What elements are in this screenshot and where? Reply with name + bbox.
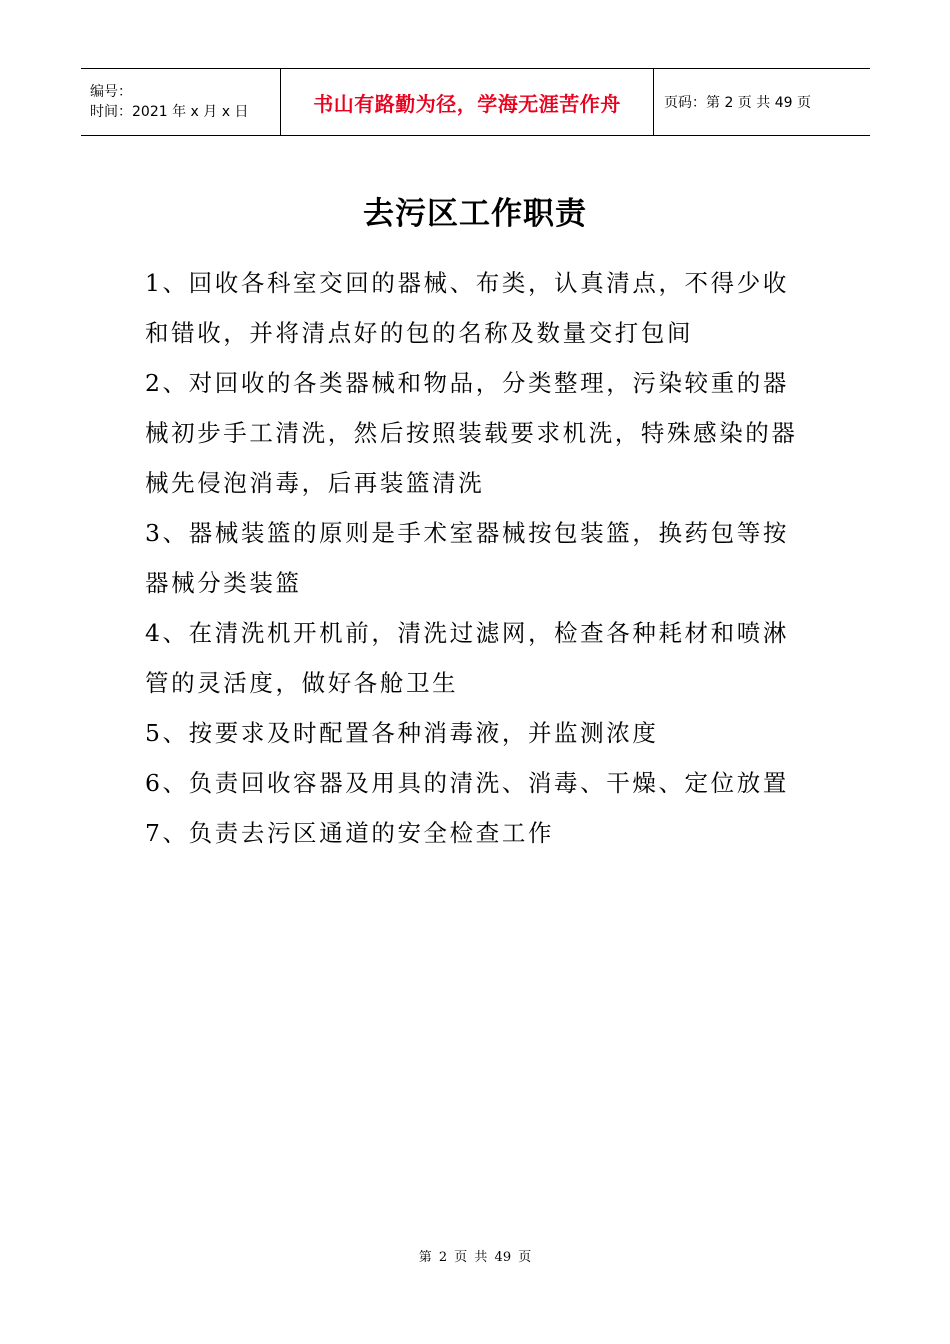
header-page-cell <box>654 69 870 135</box>
document-date: 时间：2021 年 x 月 x 日 <box>90 104 249 120</box>
page-footer: 第 2 页 共 49 页 <box>418 1250 532 1265</box>
duty-item-1: 1、回收各科室交回的器械、布类，认真清点，不得少收和错收，并将清点好的包的名称及数量交打包间 <box>145 269 789 347</box>
duty-item-6: 6、负责回收容器及用具的清洗、消毒、干燥、定位放置 <box>145 769 789 797</box>
duty-item-4: 4、在清洗机开机前，清洗过滤网，检查各种耗材和喷淋管的灵活度，做好各舱卫生 <box>145 619 789 697</box>
duty-item-2: 2、对回收的各类器械和物品，分类整理，污染较重的器械初步手工清洗，然后按照装载要求机洗，特殊感染的器械先侵泡消毒，后再装篮清洗 <box>145 369 798 497</box>
page-header <box>81 68 870 136</box>
header-page-info: 页码：第 2 页 共 49 页 <box>664 95 811 111</box>
duty-list <box>145 258 810 858</box>
duty-item-7: 7、负责去污区通道的安全检查工作 <box>145 819 555 847</box>
duty-item-3: 3、器械装篮的原则是手术室器械按包装篮，换药包等按器械分类装篮 <box>145 519 789 597</box>
document-number-label: 编号： <box>90 84 132 100</box>
duty-item-5: 5、按要求及时配置各种消毒液，并监测浓度 <box>145 719 659 747</box>
header-motto: 书山有路勤为径，学海无涯苦作舟 <box>313 91 621 116</box>
document-title: 去污区工作职责 <box>363 196 587 232</box>
header-meta <box>81 69 281 135</box>
header-motto-cell <box>281 69 654 135</box>
